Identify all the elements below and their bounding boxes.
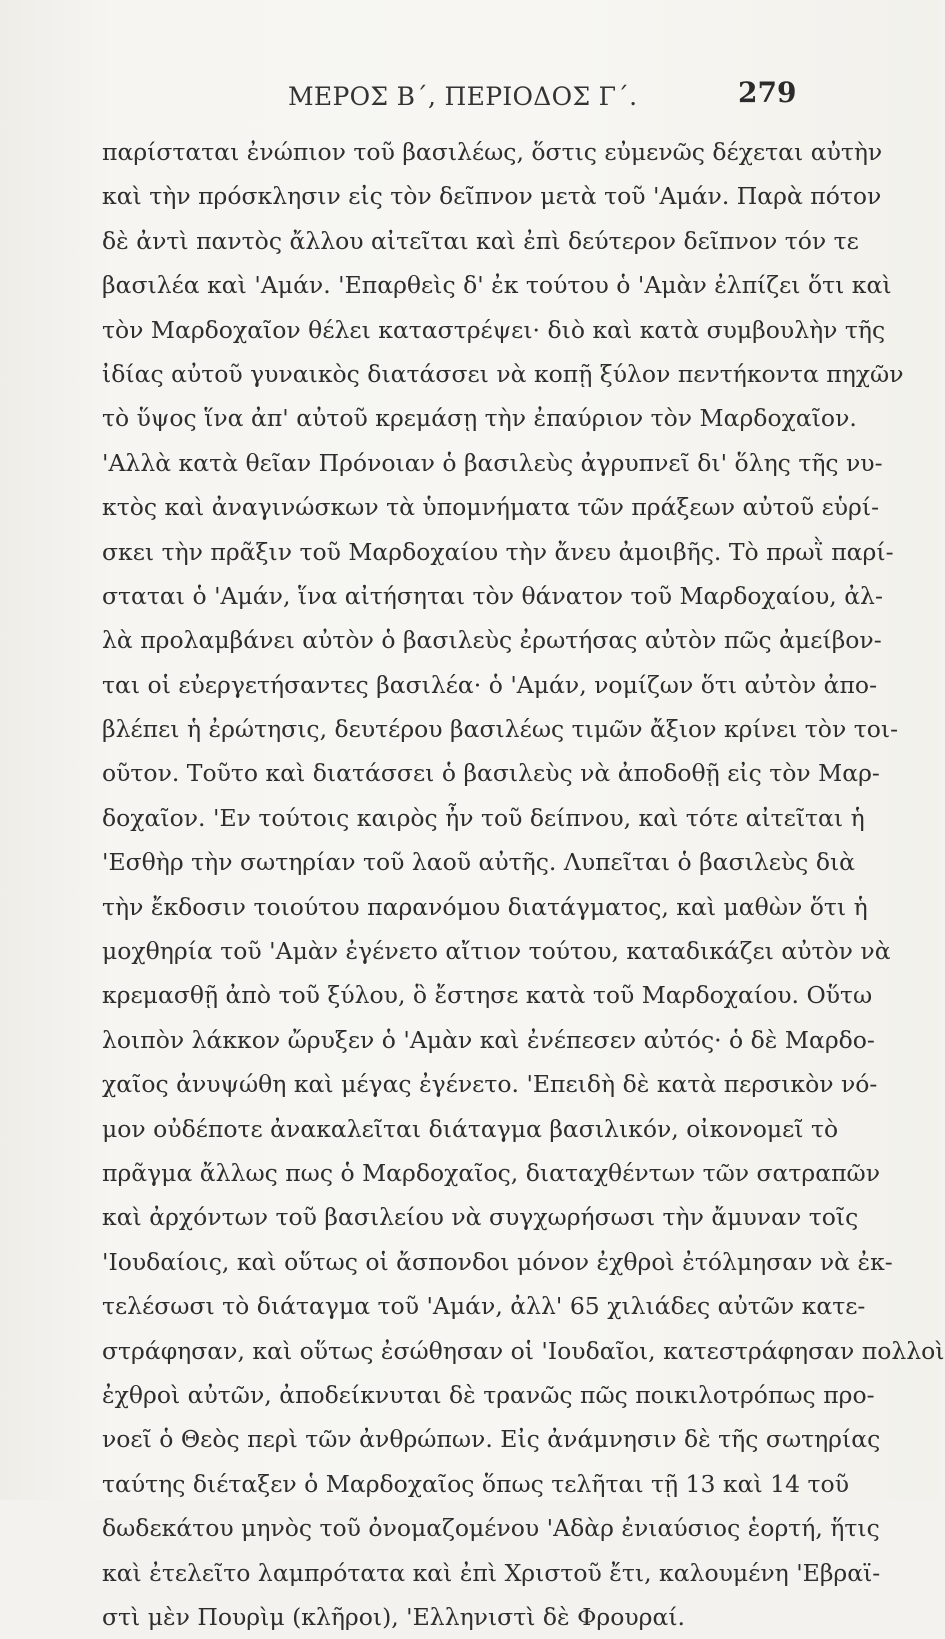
text-line: δωδεκάτου μηνὸς τοῦ ὀνομαζομένου 'Αδὰρ ἐνιαύσιος ἑορτή, ἥτις — [102, 1514, 880, 1543]
text-line: μοχθηρία τοῦ 'Αμὰν ἐγένετο αἴτιον τούτου, καταδικάζει αὐτὸν νὰ — [102, 937, 891, 966]
text-line: σταται ὁ 'Αμάν, ἵνα αἰτήσηται τὸν θάνατον τοῦ Μαρδοχαίου, ἀλ- — [102, 581, 883, 610]
text-line: λοιπὸν λάκκον ὤρυξεν ὁ 'Αμὰν καὶ ἐνέπεσεν αὐτός· ὁ δὲ Μαρδο- — [102, 1025, 875, 1054]
text-line: ταύτης διέταξεν ὁ Μαρδοχαῖος ὅπως τελῆται τῇ 13 καὶ 14 τοῦ — [102, 1469, 849, 1498]
text-line: 'Αλλὰ κατὰ θεῖαν Πρόνοιαν ὁ βασιλεὺς ἀγρυπνεῖ δι' ὅλης τῆς νυ- — [102, 448, 883, 477]
text-line: καὶ ἀρχόντων τοῦ βασιλείου νὰ συγχωρήσωσι τὴν ἄμυναν τοῖς — [102, 1203, 859, 1232]
text-line-last: στὶ μὲν Πουρὶμ (κλῆροι), 'Ελληνιστὶ δὲ Φρουραί. — [102, 1602, 686, 1631]
text-line: παρίσταται ἐνώπιον τοῦ βασιλέως, ὅστις εὐμενῶς δέχεται αὐτὴν — [102, 138, 883, 166]
text-line: δοχαῖον. 'Εν τούτοις καιρὸς ἦν τοῦ δείπνου, καὶ τότε αἰτεῖται ἡ — [102, 803, 865, 832]
page-number: 279 — [738, 76, 797, 109]
running-head: ΜΕΡΟΣ Β΄, ΠΕΡΙΟΔΟΣ Γ΄. — [288, 82, 638, 111]
text-line: νοεῖ ὁ Θεὸς περὶ τῶν ἀνθρώπων. Εἰς ἀνάμνησιν δὲ τῆς σωτηρίας — [102, 1425, 881, 1454]
text-line: ἐχθροὶ αὐτῶν, ἀποδείκνυται δὲ τρανῶς πῶς ποικιλοτρόπως προ- — [102, 1380, 875, 1409]
text-line: τὸν Μαρδοχαῖον θέλει καταστρέψει· διὸ καὶ κατὰ συμβουλὴν τῆς — [102, 315, 886, 344]
text-line: στράφησαν, καὶ οὕτως ἐσώθησαν οἱ 'Ιουδαῖοι, κατεστράφησαν πολλοὶ — [102, 1336, 945, 1365]
text-line: κτὸς καὶ ἀναγινώσκων τὰ ὑπομνήματα τῶν πράξεων αὐτοῦ εὑρί- — [102, 493, 880, 522]
text-line: καὶ τὴν πρόσκλησιν εἰς τὸν δεῖπνον μετὰ τοῦ 'Αμάν. Παρὰ πότον — [102, 182, 882, 211]
text-line: τελέσωσι τὸ διάταγμα τοῦ 'Αμάν, ἀλλ' 65 χιλιάδες αὐτῶν κατε- — [102, 1292, 866, 1321]
text-line: 'Ιουδαίοις, καὶ οὕτως οἱ ἄσπονδοι μόνον ἐχθροὶ ἐτόλμησαν νὰ ἐκ- — [102, 1247, 893, 1276]
text-line: καὶ ἐτελεῖτο λαμπρότατα καὶ ἐπὶ Χριστοῦ ἔτι, καλουμένη 'Εβραϊ- — [102, 1558, 881, 1587]
body-text — [102, 130, 945, 1639]
text-line: πρᾶγμα ἄλλως πως ὁ Μαρδοχαῖος, διαταχθέντων τῶν σατραπῶν — [102, 1158, 880, 1187]
text-line: βασιλέα καὶ 'Αμάν. 'Επαρθεὶς δ' ἐκ τούτου ὁ 'Αμὰν ἐλπίζει ὅτι καὶ — [102, 271, 892, 300]
text-line: λὰ προλαμβάνει αὐτὸν ὁ βασιλεὺς ἐρωτήσας αὐτὸν πῶς ἀμείβον- — [102, 626, 882, 655]
text-line: οῦτον. Τοῦτο καὶ διατάσσει ὁ βασιλεὺς νὰ ἀποδοθῇ εἰς τὸν Μαρ- — [102, 759, 880, 788]
text-line: ται οἱ εὐεργετήσαντες βασιλέα· ὁ 'Αμάν, νομίζων ὅτι αὐτὸν ἀπο- — [102, 670, 878, 699]
text-line: τὸ ὕψος ἵνα ἀπ' αὐτοῦ κρεμάσῃ τὴν ἐπαύριον τὸν Μαρδοχαῖον. — [102, 404, 857, 433]
text-line: βλέπει ἡ ἐρώτησις, δευτέρου βασιλέως τιμῶν ἄξιον κρίνει τὸν τοι- — [102, 715, 899, 744]
text-line: σκει τὴν πρᾶξιν τοῦ Μαρδοχαίου τὴν ἄνευ ἀμοιβῆς. Τὸ πρωῒ παρί- — [102, 537, 894, 566]
text-line: δὲ ἀντὶ παντὸς ἄλλου αἰτεῖται καὶ ἐπὶ δεύτερον δεῖπνον τόν τε — [102, 226, 859, 255]
page-header — [0, 74, 938, 118]
text-line: ἰδίας αὐτοῦ γυναικὸς διατάσσει νὰ κοπῇ ξύλον πεντήκοντα πηχῶν — [102, 359, 904, 388]
text-line: χαῖος ἀνυψώθη καὶ μέγας ἐγένετο. 'Επειδὴ δὲ κατὰ περσικὸν νό- — [102, 1070, 878, 1099]
text-line: 'Εσθὴρ τὴν σωτηρίαν τοῦ λαοῦ αὐτῆς. Λυπεῖται ὁ βασιλεὺς διὰ — [102, 848, 856, 877]
text-line: μον οὐδέποτε ἀνακαλεῖται διάταγμα βασιλικόν, οἰκονομεῖ τὸ — [102, 1114, 839, 1143]
text-line: τὴν ἔκδοσιν τοιούτου παρανόμου διατάγματος, καὶ μαθὼν ὅτι ἡ — [102, 892, 868, 921]
text-line: κρεμασθῇ ἀπὸ τοῦ ξύλου, ὃ ἔστησε κατὰ τοῦ Μαρδοχαίου. Οὕτω — [102, 981, 873, 1010]
